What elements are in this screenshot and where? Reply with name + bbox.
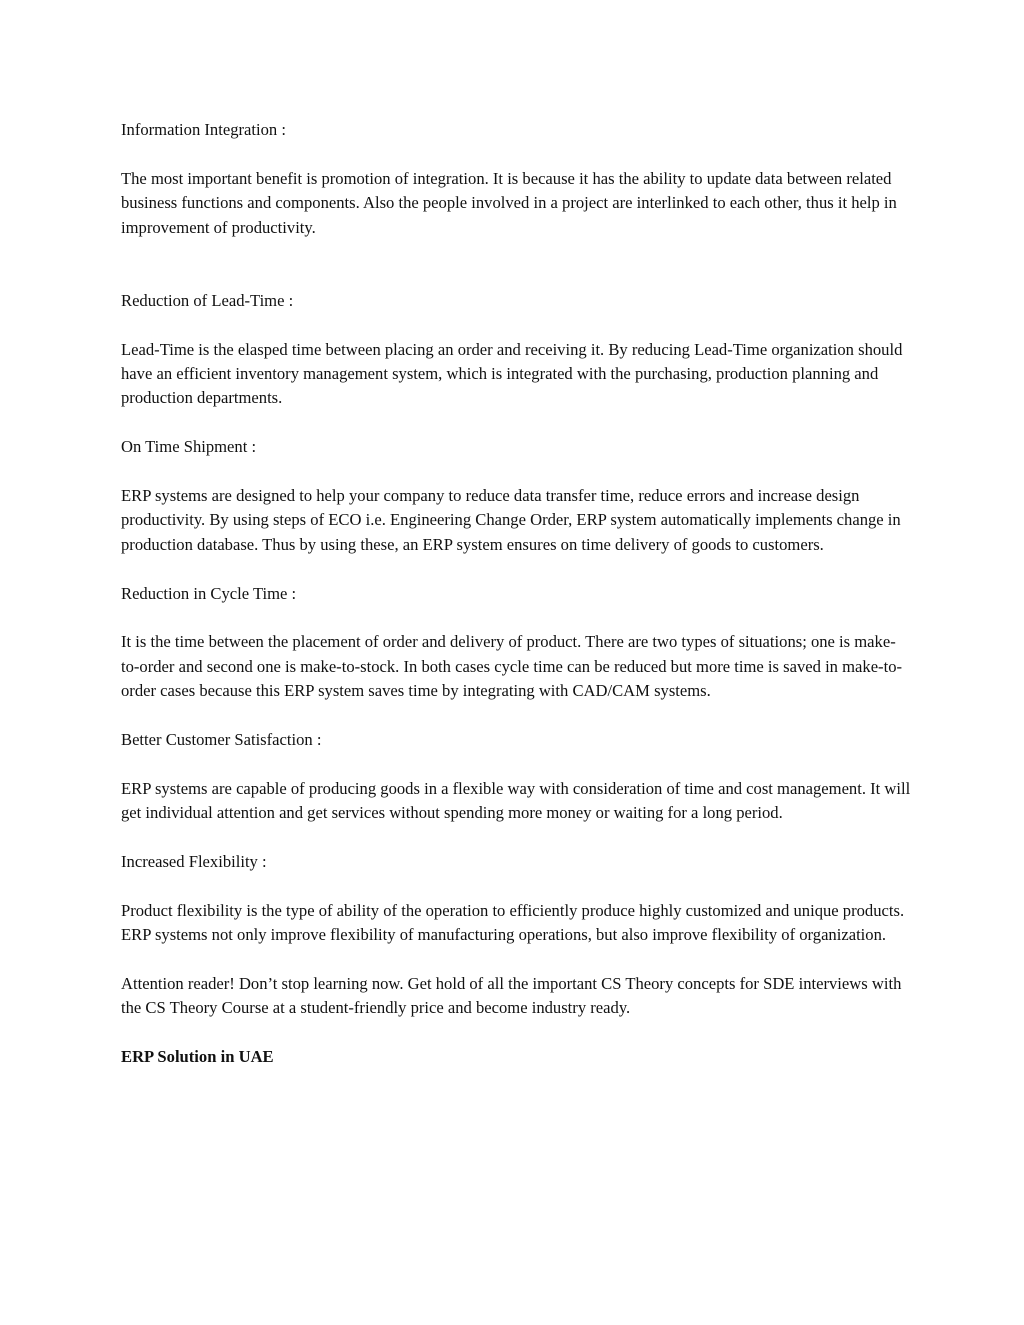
section-heading-increased-flexibility: Increased Flexibility :: [121, 852, 267, 872]
section-body-information-integration: The most important benefit is promotion of integration. It is because it has the ability to update data between related business functions and components. Also the people involved in a project are interlinked to each other, thus it help in improvement of productivity.: [121, 168, 897, 237]
section-body-better-customer-satisfaction: ERP systems are capable of producing goods in a flexible way with consideration of time and cost management. It will get individual attention and get services without spending more money or waiting for a long period.: [121, 778, 911, 823]
closing-note: Attention reader! Don’t stop learning now. Get hold of all the important CS Theory concepts for SDE interviews with the CS Theory Course at a student-friendly price and become industry ready.: [121, 974, 902, 1018]
section-body-on-time-shipment: ERP systems are designed to help your company to reduce data transfer time, reduce errors and increase design productivity. By using steps of ECO i.e. Engineering Change Order, ERP system automatically implements change in production database. Thus by using these, an ERP system ensures on time delivery of goods to customers.: [121, 486, 901, 554]
section-body-reduction-of-lead-time: Lead-Time is the elasped time between placing an order and receiving it. By reducing Lead-Time organization should have an efficient inventory management system, which is integrated with the purchasing, production planning and production departments.: [121, 339, 903, 408]
section-heading-on-time-shipment: On Time Shipment :: [121, 437, 257, 457]
section-heading-information-integration: Information Integration :: [121, 120, 286, 139]
footer-heading: ERP Solution in UAE: [121, 1047, 274, 1067]
section-heading-reduction-of-lead-time: Reduction of Lead-Time :: [121, 290, 294, 310]
section-heading-reduction-in-cycle-time: Reduction in Cycle Time :: [121, 583, 297, 603]
section-body-increased-flexibility: Product flexibility is the type of ability of the operation to efficiently produce highly customized and unique products. ERP systems not only improve flexibility of manufacturing operations, but also improve flexibility of organization.: [121, 900, 905, 945]
section-heading-better-customer-satisfaction: Better Customer Satisfaction :: [121, 730, 322, 750]
section-body-reduction-in-cycle-time: It is the time between the placement of order and delivery of product. There are two types of situations; one is make-to-order and second one is make-to-stock. In both cases cycle time can be reduced but more time is saved in make-to-order cases because this ERP system saves time by integrating with CAD/CAM systems.: [121, 632, 903, 701]
document-page: [121, 118, 911, 1070]
